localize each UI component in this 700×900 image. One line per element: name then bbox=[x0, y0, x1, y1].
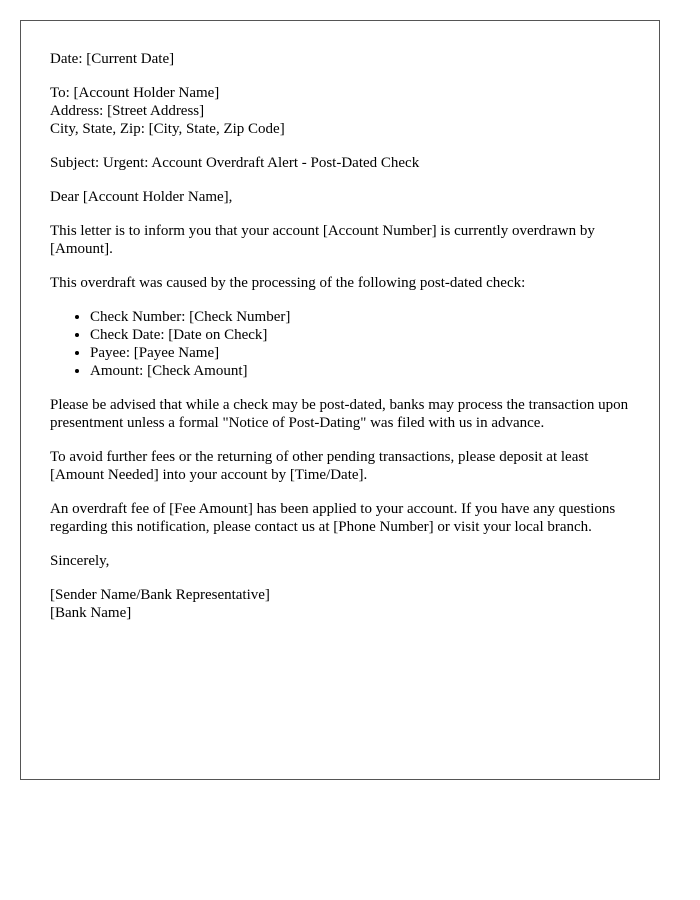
closing: Sincerely, bbox=[50, 553, 110, 569]
bank-name: [Bank Name] bbox=[50, 605, 132, 621]
fee-paragraph: An overdraft fee of [Fee Amount] has been applied to your account. If you have any questions regarding this notification, please contact us at [Phone Number] or visit your local branch. bbox=[50, 501, 616, 535]
recipient-block bbox=[50, 84, 630, 138]
salutation: Dear [Account Holder Name], bbox=[50, 189, 233, 205]
deposit-paragraph: To avoid further fees or the returning of other pending transactions, please deposit at least [Amount Needed] into your account by [Time/Date]. bbox=[50, 449, 589, 483]
list-item-check-date: • Check Date: [Date on Check] bbox=[90, 326, 630, 344]
letter-page bbox=[20, 20, 660, 780]
cause-paragraph: This overdraft was caused by the processing of the following post-dated check: bbox=[50, 275, 526, 291]
check-details-list bbox=[50, 308, 630, 380]
list-item-amount: • Amount: [Check Amount] bbox=[90, 362, 630, 380]
list-item-payee: • Payee: [Payee Name] bbox=[90, 344, 630, 362]
list-item-check-number: • Check Number: [Check Number] bbox=[90, 308, 630, 326]
recipient-address: Address: [Street Address] bbox=[50, 103, 205, 119]
sender-name: [Sender Name/Bank Representative] bbox=[50, 587, 270, 603]
recipient-city: City, State, Zip: [City, State, Zip Code] bbox=[50, 121, 285, 137]
signature-block bbox=[50, 586, 630, 622]
advisory-paragraph: Please be advised that while a check may be post-dated, banks may process the transaction upon presentment unless a formal "Notice of Post-Dating" was filed with us in advance. bbox=[50, 397, 629, 431]
recipient-name: To: [Account Holder Name] bbox=[50, 85, 220, 101]
date-line: Date: [Current Date] bbox=[50, 51, 175, 67]
intro-paragraph: This letter is to inform you that your account [Account Number] is currently overdrawn by [Amount]. bbox=[50, 223, 595, 257]
subject-line: Subject: Urgent: Account Overdraft Alert - Post-Dated Check bbox=[50, 155, 420, 171]
